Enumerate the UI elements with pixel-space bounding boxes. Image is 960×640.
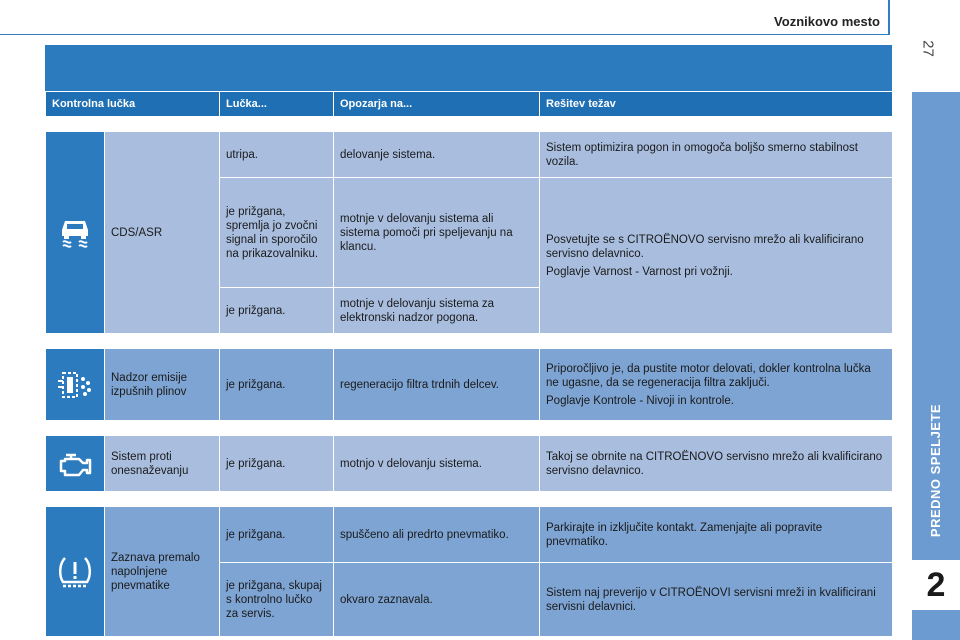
table-row [46,507,893,563]
light-name: Zaznava premalo napolnjene pnevmatike [105,507,220,637]
table-title-band [45,45,892,91]
cause-cell: okvaro zaznavala. [334,563,540,637]
state-cell: je prižgana. [220,349,334,421]
solution-cell: Posvetujte se s CITROËNOVO servisno mrežo ali kvalificirano servisno delavnico. Poglavje Varnost - Varnost pri vožnji. [540,178,893,334]
light-name: Nadzor emisije izpušnih plinov [105,349,220,421]
solution-cell: Priporočljivo je, da pustite motor delovati, dokler kontrolna lučka ne ugasne, da se regeneracija filtra zaključi. Poglavje Kontrole - Nivoji in kontrole. [540,349,893,421]
engine-icon [46,436,105,492]
header-rule [0,34,890,35]
skid-car-icon [46,132,105,334]
column-header-cause: Opozarja na... [334,92,540,117]
table-row [46,132,893,178]
solution-cell: Takoj se obrnite na CITROËNOVO servisno mrežo ali kvalificirano servisno delavnico. [540,436,893,492]
table-header-row [46,92,893,117]
state-cell: je prižgana. [220,507,334,563]
solution-cell: Sistem optimizira pogon in omogoča boljšo smerno stabilnost vozila. [540,132,893,178]
light-name: Sistem proti onesnaževanju [105,436,220,492]
table-row [46,349,893,421]
state-cell: je prižgana, skupaj s kontrolno lučko za servis. [220,563,334,637]
state-cell: je prižgana, spremlja jo zvočni signal in sporočilo na prikazovalniku. [220,178,334,288]
table-row [46,436,893,492]
warning-lights-table [45,91,893,637]
particle-filter-icon [46,349,105,421]
solution-cell: Sistem naj preverijo v CITROËNOVI servisni mreži in kvalificirani servisni delavnici. [540,563,893,637]
column-header-state: Lučka... [220,92,334,117]
running-header: Voznikovo mesto [774,14,880,29]
cause-cell: spuščeno ali predrto pnevmatiko. [334,507,540,563]
cause-cell: motnje v delovanju sistema za elektronski nadzor pogona. [334,288,540,334]
state-cell: je prižgana. [220,288,334,334]
column-header-light: Kontrolna lučka [46,92,220,117]
page-number: 27 [919,40,937,57]
cause-cell: motnje v delovanju sistema ali sistema pomoči pri speljevanju na klancu. [334,178,540,288]
state-cell: utripa. [220,132,334,178]
cause-cell: regeneracijo filtra trdnih delcev. [334,349,540,421]
column-header-solution: Rešitev težav [540,92,893,117]
solution-cell: Parkirajte in izključite kontakt. Zamenjajte ali popravite pnevmatiko. [540,507,893,563]
cause-cell: motnjo v delovanju sistema. [334,436,540,492]
light-name: CDS/ASR [105,132,220,334]
tyre-pressure-icon [46,507,105,637]
header-divider [888,0,890,34]
cause-cell: delovanje sistema. [334,132,540,178]
chapter-side-label: PREDNO SPELJETE [928,403,944,537]
chapter-number: 2 [912,560,960,610]
state-cell: je prižgana. [220,436,334,492]
